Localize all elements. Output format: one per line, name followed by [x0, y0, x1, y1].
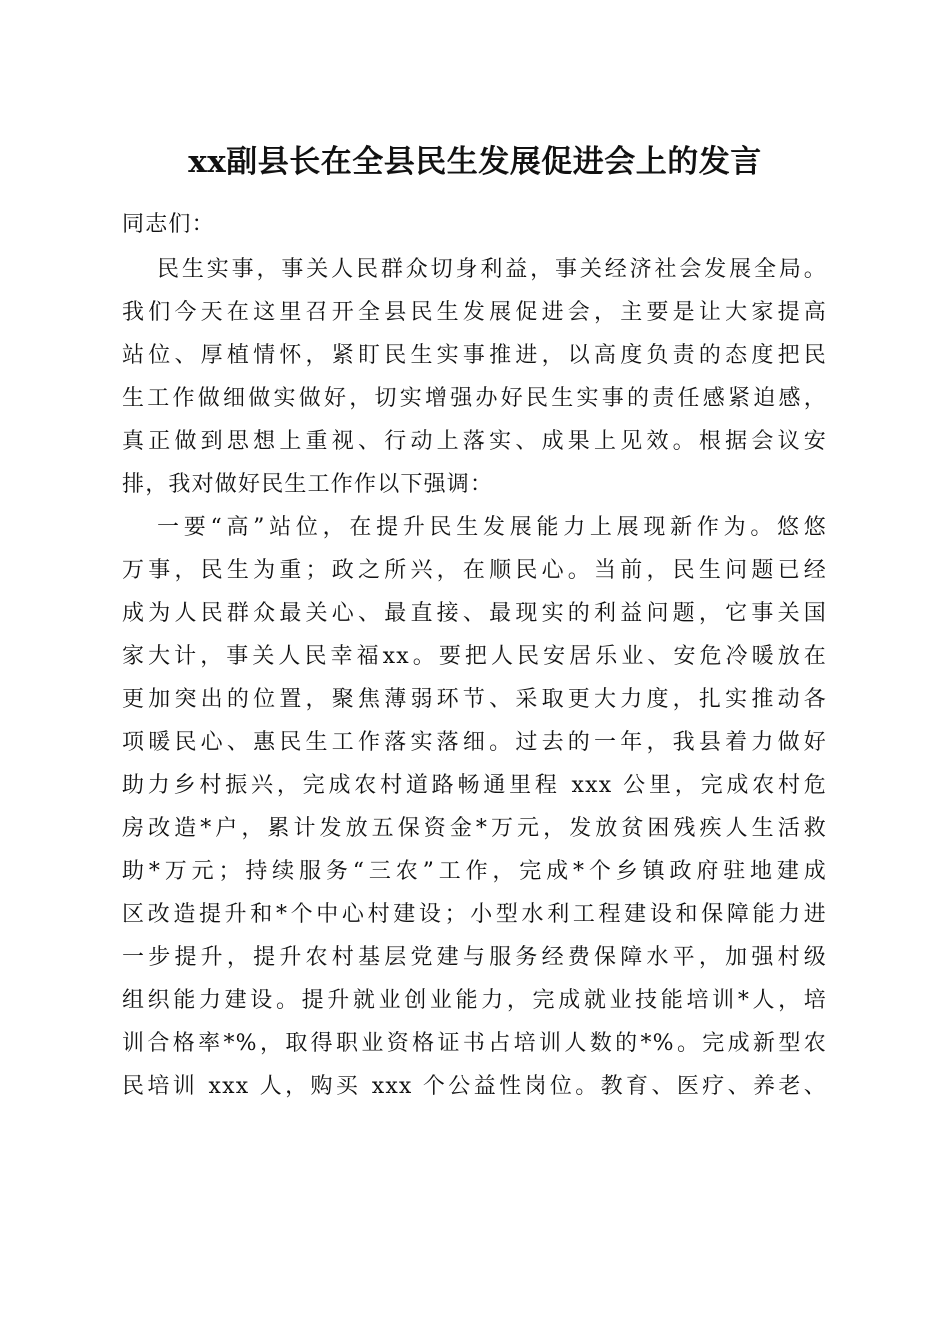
paragraph-line: 训合格率*%，取得职业资格证书占培训人数的*%。完成新型农	[122, 1031, 827, 1056]
paragraph-line: 更加突出的位置，聚焦薄弱环节、采取更大力度，扎实推动各	[122, 687, 827, 712]
salutation: 同志们：	[122, 212, 215, 237]
paragraph-line: 组织能力建设。提升就业创业能力，完成就业技能培训*人，培	[122, 988, 827, 1013]
paragraph-line: 助*万元；持续服务“三农”工作，完成*个乡镇政府驻地建成	[122, 859, 827, 884]
document-title: xx副县长在全县民生发展促进会上的发言	[188, 144, 762, 180]
paragraph-line: 排，我对做好民生工作作以下强调：	[122, 472, 494, 497]
paragraph-line: 我们今天在这里召开全县民生发展促进会，主要是让大家提高	[122, 300, 827, 325]
paragraph-line: 生工作做细做实做好，切实增强办好民生实事的责任感紧迫感，	[122, 386, 827, 411]
paragraph-line: 民生实事，事关人民群众切身利益，事关经济社会发展全局。	[157, 257, 827, 282]
paragraph-line: 一要“高”站位，在提升民生发展能力上展现新作为。悠悠	[157, 515, 827, 540]
paragraph-line: 一步提升，提升农村基层党建与服务经费保障水平，加强村级	[122, 945, 827, 970]
paragraph-line: 站位、厚植情怀，紧盯民生实事推进，以高度负责的态度把民	[122, 343, 827, 368]
paragraph-line: 成为人民群众最关心、最直接、最现实的利益问题，它事关国	[122, 601, 827, 626]
paragraph-line: 万事，民生为重；政之所兴，在顺民心。当前，民生问题已经	[122, 558, 827, 583]
paragraph-line: 助力乡村振兴，完成农村道路畅通里程 xxx 公里，完成农村危	[122, 773, 827, 798]
paragraph-line: 项暖民心、惠民生工作落实落细。过去的一年，我县着力做好	[122, 730, 827, 755]
paragraph-line: 房改造*户，累计发放五保资金*万元，发放贫困残疾人生活救	[122, 816, 827, 841]
paragraph-line: 真正做到思想上重视、行动上落实、成果上见效。根据会议安	[122, 429, 827, 454]
paragraph-line: 区改造提升和*个中心村建设；小型水利工程建设和保障能力进	[122, 902, 827, 927]
paragraph-line: 家大计，事关人民幸福xx。要把人民安居乐业、安危冷暖放在	[122, 644, 827, 669]
paragraph-line: 民培训 xxx 人，购买 xxx 个公益性岗位。教育、医疗、养老、	[122, 1074, 827, 1099]
